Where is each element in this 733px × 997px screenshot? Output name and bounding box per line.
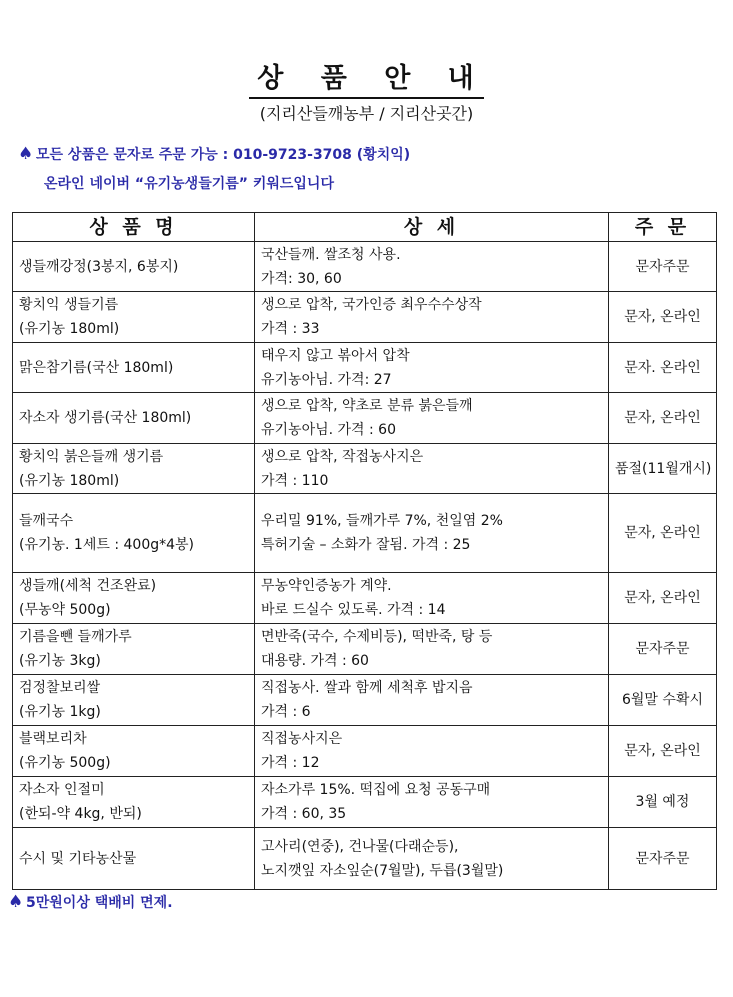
product-detail-line: 가격 : 12 — [261, 755, 320, 771]
order-notice-text: 모든 상품은 문자로 주문 가능 : 010-9723-3708 (황치익) — [36, 147, 411, 163]
product-name-line: 수시 및 기타농산물 — [19, 850, 137, 867]
product-name-line: 황치익 붉은들깨 생기름 — [19, 448, 164, 465]
product-detail-cell — [255, 444, 609, 494]
product-name-line: 황치익 생들기름 — [19, 297, 119, 313]
product-detail-line: 고사리(연중), 건나물(다래순등), — [261, 838, 459, 855]
product-detail-line: 우리밀 91%, 들깨가루 7%, 천일염 2% — [261, 513, 503, 529]
product-detail-line: 무농약인증농가 계약. — [261, 578, 392, 594]
product-name-line: 검정찰보리쌀 — [19, 680, 101, 696]
product-detail-cell — [255, 624, 609, 675]
product-name-cell — [13, 444, 255, 494]
product-name-cell — [13, 777, 255, 828]
product-detail-cell — [255, 343, 609, 393]
table-row — [13, 828, 717, 890]
order-method-cell: 문자, 온라인 — [609, 393, 717, 444]
order-method-cell: 품절(11월개시) — [609, 444, 717, 494]
product-name-cell — [13, 393, 255, 444]
table-row — [13, 343, 717, 393]
order-notice — [18, 144, 410, 164]
table-row — [13, 675, 717, 726]
product-name-cell — [13, 292, 255, 343]
page-title: 상 품 안 내 — [0, 56, 733, 99]
product-detail-line: 직접농사. 쌀과 함께 세척후 밥지음 — [261, 680, 473, 696]
table-row — [13, 292, 717, 343]
shipping-notice — [8, 892, 173, 912]
table-row — [13, 393, 717, 444]
product-detail-line: 자소가루 15%. 떡집에 요청 공동구매 — [261, 782, 491, 798]
product-name-line: 자소자 인절미 — [19, 782, 105, 798]
product-detail-line: 대용량. 가격 : 60 — [261, 653, 369, 669]
table-row — [13, 242, 717, 292]
product-name-line: 블랙보리차 — [19, 731, 87, 747]
product-detail-cell — [255, 675, 609, 726]
product-detail-line: 가격: 30, 60 — [261, 270, 342, 287]
product-detail-line: 태우지 않고 볶아서 압착 — [261, 347, 410, 364]
product-detail-cell — [255, 292, 609, 343]
product-detail-line: 가격 : 33 — [261, 321, 320, 337]
product-name-cell — [13, 494, 255, 573]
shipping-notice-text: 5만원이상 택배비 면제. — [26, 895, 173, 911]
product-name-line: 생들깨(세척 건조완료) — [19, 578, 157, 594]
product-detail-line: 바로 드실수 있도록. 가격 : 14 — [261, 602, 446, 618]
product-name-line: (유기농 180ml) — [19, 321, 120, 337]
order-method-cell: 문자, 온라인 — [609, 726, 717, 777]
product-detail-cell — [255, 393, 609, 444]
table-row — [13, 624, 717, 675]
header-detail: 상 세 — [255, 213, 609, 242]
order-method-cell: 문자, 온라인 — [609, 494, 717, 573]
order-method-cell: 3월 예정 — [609, 777, 717, 828]
table-row — [13, 777, 717, 828]
product-name-line: (유기농 180ml) — [19, 472, 120, 489]
order-method-cell: 문자, 온라인 — [609, 573, 717, 624]
product-name-line: (무농약 500g) — [19, 602, 111, 618]
product-detail-cell — [255, 573, 609, 624]
product-name-line: 맑은참기름(국산 180ml) — [19, 359, 174, 376]
product-name-cell — [13, 675, 255, 726]
product-detail-cell — [255, 777, 609, 828]
product-name-cell — [13, 726, 255, 777]
product-rows — [13, 242, 717, 890]
order-method-cell: 문자, 온라인 — [609, 292, 717, 343]
product-name-line: 기름을뺀 들깨가루 — [19, 629, 132, 645]
table-row — [13, 444, 717, 494]
product-detail-line: 특허기술 – 소화가 잘됨. 가격 : 25 — [261, 537, 471, 553]
table-row — [13, 494, 717, 573]
product-name-cell — [13, 343, 255, 393]
page-subtitle: (지리산들깨농부 / 지리산곳간) — [259, 104, 474, 123]
order-method-cell: 6월말 수확시 — [609, 675, 717, 726]
product-detail-line: 유기농아님. 가격 : 60 — [261, 422, 396, 438]
product-detail-cell — [255, 494, 609, 573]
product-name-line: (유기농. 1세트 : 400g*4봉) — [19, 537, 195, 553]
product-name-line: (한되-약 4kg, 반되) — [19, 806, 142, 822]
table-row — [13, 573, 717, 624]
product-detail-cell — [255, 828, 609, 890]
product-name-line: (유기농 3kg) — [19, 653, 101, 669]
product-detail-line: 가격 : 60, 35 — [261, 806, 347, 822]
product-name-cell — [13, 242, 255, 292]
product-detail-cell — [255, 726, 609, 777]
product-name-line: 들깨국수 — [19, 513, 74, 529]
product-name-line: 자소자 생기름(국산 180ml) — [19, 410, 192, 426]
product-name-line: 생들깨강정(3봉지, 6봉지) — [19, 258, 179, 275]
online-notice: 온라인 네이버 “유기농생들기름” 키워드입니다 — [44, 176, 334, 192]
spade-icon: ♠ — [8, 892, 24, 912]
table-row — [13, 726, 717, 777]
product-detail-line: 생으로 압착, 약초로 분류 붉은들깨 — [261, 398, 473, 414]
product-detail-line: 유기농아님. 가격: 27 — [261, 371, 392, 388]
product-detail-line: 생으로 압착, 작접농사지은 — [261, 448, 424, 465]
order-method-cell: 문자주문 — [609, 242, 717, 292]
product-name-line: (유기농 1kg) — [19, 704, 101, 720]
product-detail-line: 직접농사지은 — [261, 731, 343, 747]
product-name-cell — [13, 828, 255, 890]
header-order: 주 문 — [609, 213, 717, 242]
product-name-cell — [13, 624, 255, 675]
product-detail-line: 가격 : 6 — [261, 704, 311, 720]
product-name-line: (유기농 500g) — [19, 755, 111, 771]
product-detail-line: 노지깻잎 자소잎순(7월말), 두릅(3월말) — [261, 862, 504, 879]
header-product-name: 상 품 명 — [13, 213, 255, 242]
product-table — [12, 212, 717, 890]
order-method-cell: 문자주문 — [609, 828, 717, 890]
order-method-cell: 문자. 온라인 — [609, 343, 717, 393]
product-detail-cell — [255, 242, 609, 292]
product-detail-line: 가격 : 110 — [261, 472, 329, 489]
product-detail-line: 생으로 압착, 국가인증 최우수수상작 — [261, 297, 482, 313]
order-method-cell: 문자주문 — [609, 624, 717, 675]
product-detail-line: 국산들깨. 쌀조청 사용. — [261, 246, 401, 263]
table-header-row — [13, 213, 717, 242]
product-detail-line: 면반죽(국수, 수제비등), 떡반죽, 탕 등 — [261, 629, 493, 645]
product-name-cell — [13, 573, 255, 624]
spade-icon: ♠ — [18, 144, 34, 164]
